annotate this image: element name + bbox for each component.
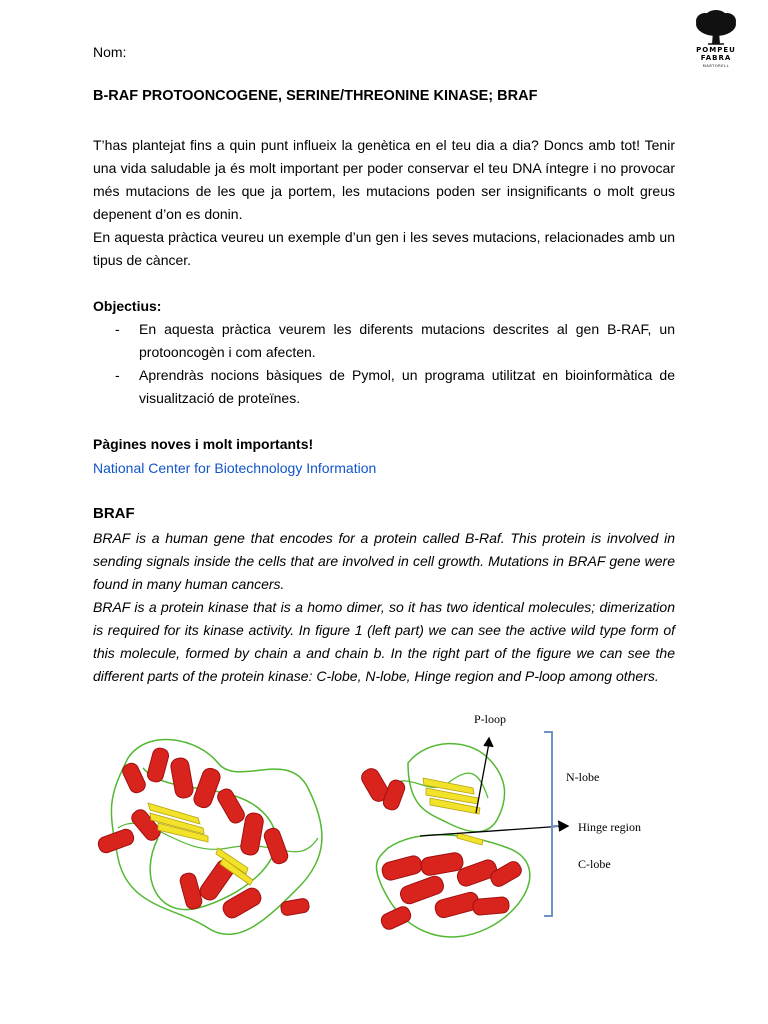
braf-paragraph-2: BRAF is a protein kinase that is a homo dimer, so it has two identical molecules; dimerization is required for its kinase activity. In figure 1 (left part) we can see the active wild type form of this molecule, formed by chain a and chain b. In the right part of the figure we can see the different parts of the protein kinase: C-lobe, N-lobe, Hinge region and P-loop among others. (93, 599, 675, 684)
intro-paragraph-1: T’has plantejat fins a quin punt influeix la genètica en el teu dia a dia? Doncs amb tot! Tenir una vida saludable ja és molt important per poder conservar el teu DNA íntegre i no provocar més mutacions de les que ja portem, les mutacions poden ser insignificants o molt greus depenent d’on es donin. (93, 137, 675, 222)
ncbi-link[interactable]: National Center for Biotechnology Information (93, 460, 377, 476)
label-c-lobe: C-lobe (578, 857, 611, 871)
tree-icon (692, 10, 740, 46)
braf-structure-figure (88, 708, 688, 958)
logo-line-1: POMPEU (696, 46, 736, 54)
list-item-text: Aprendràs nocions bàsiques de Pymol, un programa utilitzat en bioinformàtica de visualització de proteïnes. (139, 367, 675, 406)
pages-heading: Pàgines noves i molt importants! (93, 436, 314, 452)
monomer-structure-image (359, 712, 641, 937)
objectives-list (93, 318, 675, 410)
logo-line-3: MARTORELL (702, 64, 730, 68)
list-bullet: - (115, 321, 120, 337)
label-p-loop: P-loop (474, 712, 507, 726)
braf-description (93, 527, 675, 688)
list-item (93, 364, 675, 410)
list-item (93, 318, 675, 364)
logo-line-2: FABRA (700, 54, 732, 62)
objectives-heading: Objectius: (93, 298, 162, 314)
list-item-text: En aquesta pràctica veurem les diferents mutacions descrites al gen B-RAF, un protooncogèn i com afecten. (139, 321, 675, 360)
pompeu-fabra-logo (692, 10, 740, 70)
braf-heading: BRAF (93, 505, 135, 522)
name-label: Nom: (93, 44, 127, 60)
label-hinge-region: Hinge region (578, 820, 641, 834)
label-n-lobe: N-lobe (566, 770, 600, 784)
dimer-structure-image (96, 739, 322, 934)
intro-paragraph-2: En aquesta pràctica veureu un exemple d’un gen i les seves mutacions, relacionades amb un tipus de càncer. (93, 229, 675, 268)
lobes-bracket (544, 732, 558, 916)
intro-section (93, 134, 675, 272)
braf-paragraph-1: BRAF is a human gene that encodes for a protein called B-Raf. This protein is involved in sending signals inside the cells that are involved in cell growth. Mutations in BRAF gene were found in many human cancers. (93, 530, 675, 592)
document-title: B-RAF PROTOONCOGENE, SERINE/THREONINE KINASE; BRAF (93, 88, 538, 104)
list-bullet: - (115, 367, 120, 383)
